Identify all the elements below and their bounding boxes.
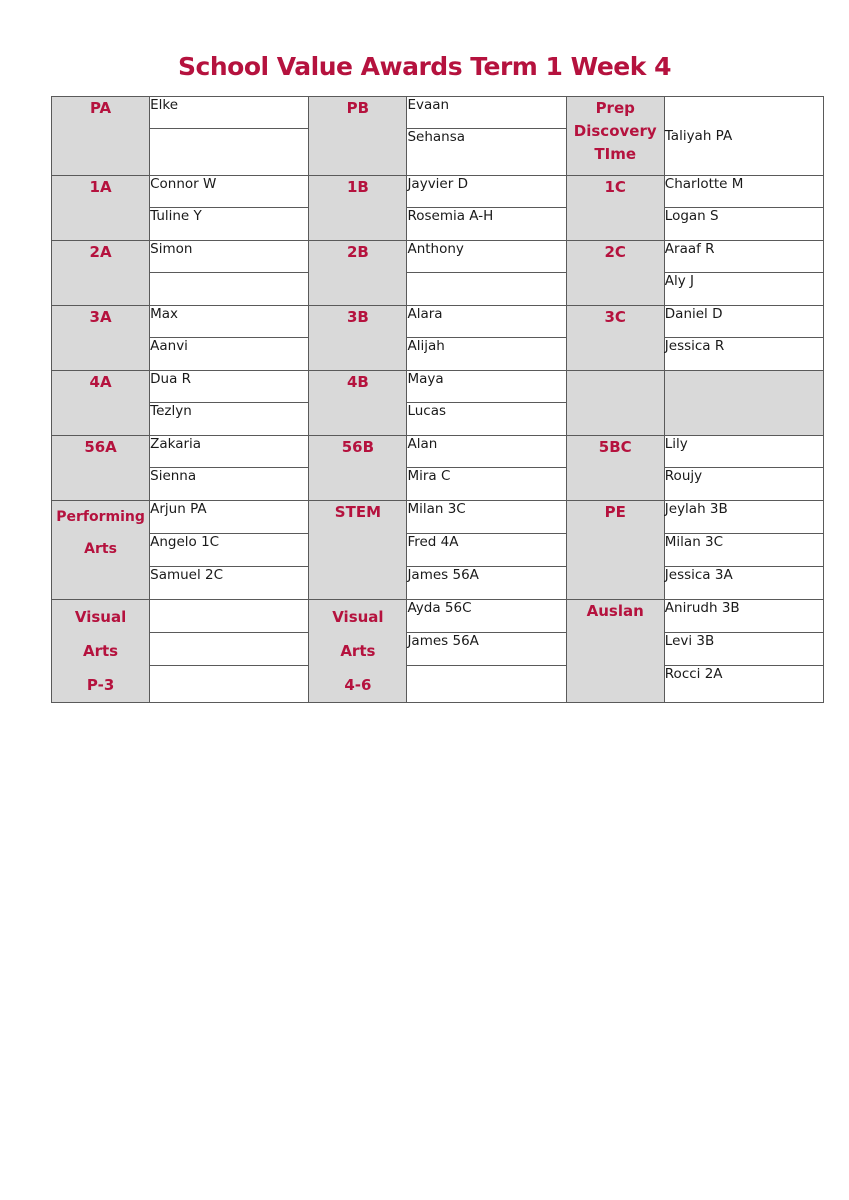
class-label-pe: PE [566,501,664,600]
award-name: Sienna [150,468,309,501]
award-name: Levi 3B [664,633,823,666]
award-name: Rocci 2A [664,666,823,703]
award-name: Fred 4A [407,534,566,567]
class-label-2b: 2B [309,241,407,306]
award-name: Jessica R [664,338,823,371]
award-name: Jayvier D [407,176,566,208]
award-name: Lucas [407,403,566,436]
label-line: Arts [340,642,376,660]
empty-name-cell [664,371,823,436]
award-name [407,666,566,703]
award-name: Connor W [150,176,309,208]
award-name: Milan 3C [407,501,566,534]
award-name [150,633,309,666]
class-label-visual-arts-4-6 [309,600,407,703]
award-name: Aly J [664,273,823,306]
class-label-56b: 56B [309,436,407,501]
table-row [52,436,824,468]
label-line: Prep [595,99,635,117]
table-row [52,501,824,534]
award-name: James 56A [407,567,566,600]
class-label-performing-arts [52,501,150,600]
award-name: Anirudh 3B [664,600,823,633]
empty-label-cell [566,371,664,436]
table-row [52,534,824,567]
award-name: Zakaria [150,436,309,468]
class-label-4a: 4A [52,371,150,436]
table-row [52,208,824,241]
awards-table [51,96,824,703]
table-row [52,371,824,403]
award-name [407,273,566,306]
label-line: Performing [56,509,145,525]
class-label-2c: 2C [566,241,664,306]
table-row [52,97,824,129]
table-row [52,600,824,633]
label-line: Discovery [573,122,657,140]
award-name: Alijah [407,338,566,371]
award-name: Mira C [407,468,566,501]
award-name [150,273,309,306]
award-name: Charlotte M [664,176,823,208]
award-name: Jeylah 3B [664,501,823,534]
award-name [150,129,309,176]
class-label-stem: STEM [309,501,407,600]
award-name: Lily [664,436,823,468]
class-label-5bc: 5BC [566,436,664,501]
award-name: Aanvi [150,338,309,371]
award-name: Maya [407,371,566,403]
class-label-pb: PB [309,97,407,176]
label-line: Arts [84,541,117,557]
table-row [52,306,824,338]
table-row [52,241,824,273]
award-name: Araaf R [664,241,823,273]
award-name: Daniel D [664,306,823,338]
table-row [52,468,824,501]
award-name: Evaan [407,97,566,129]
award-name: Anthony [407,241,566,273]
table-row [52,338,824,371]
label-line: Visual [74,608,127,626]
award-name: Rosemia A-H [407,208,566,241]
award-name: Ayda 56C [407,600,566,633]
label-line: Visual [332,608,384,626]
label-line: 4-6 [344,676,372,694]
award-name: James 56A [407,633,566,666]
award-name: Alan [407,436,566,468]
table-row [52,273,824,306]
class-label-1c: 1C [566,176,664,241]
award-name: Sehansa [407,129,566,176]
label-line: TIme [594,145,637,163]
table-row [52,567,824,600]
award-name: Dua R [150,371,309,403]
award-name: Milan 3C [664,534,823,567]
class-label-1b: 1B [309,176,407,241]
class-label-4b: 4B [309,371,407,436]
class-label-pa: PA [52,97,150,176]
class-label-3a: 3A [52,306,150,371]
class-label-1a: 1A [52,176,150,241]
class-label-3b: 3B [309,306,407,371]
award-name: Angelo 1C [150,534,309,567]
page-title: School Value Awards Term 1 Week 4 [178,52,671,81]
class-label-56a: 56A [52,436,150,501]
award-name: Elke [150,97,309,129]
label-line: Arts [83,642,119,660]
award-name: Roujy [664,468,823,501]
label-line: P-3 [86,676,115,694]
award-name: Logan S [664,208,823,241]
table-row [52,633,824,666]
award-name: Samuel 2C [150,567,309,600]
award-name: Alara [407,306,566,338]
award-name [150,666,309,703]
class-label-2a: 2A [52,241,150,306]
class-label-prep-discovery-time [566,97,664,176]
award-name: Max [150,306,309,338]
award-name: Tezlyn [150,403,309,436]
award-name: Arjun PA [150,501,309,534]
award-name: Tuline Y [150,208,309,241]
award-name: Taliyah PA [664,97,823,176]
class-label-3c: 3C [566,306,664,371]
award-name: Simon [150,241,309,273]
award-name: Jessica 3A [664,567,823,600]
table-row [52,666,824,703]
award-name [150,600,309,633]
class-label-auslan: Auslan [566,600,664,703]
class-label-visual-arts-p3 [52,600,150,703]
table-row [52,176,824,208]
